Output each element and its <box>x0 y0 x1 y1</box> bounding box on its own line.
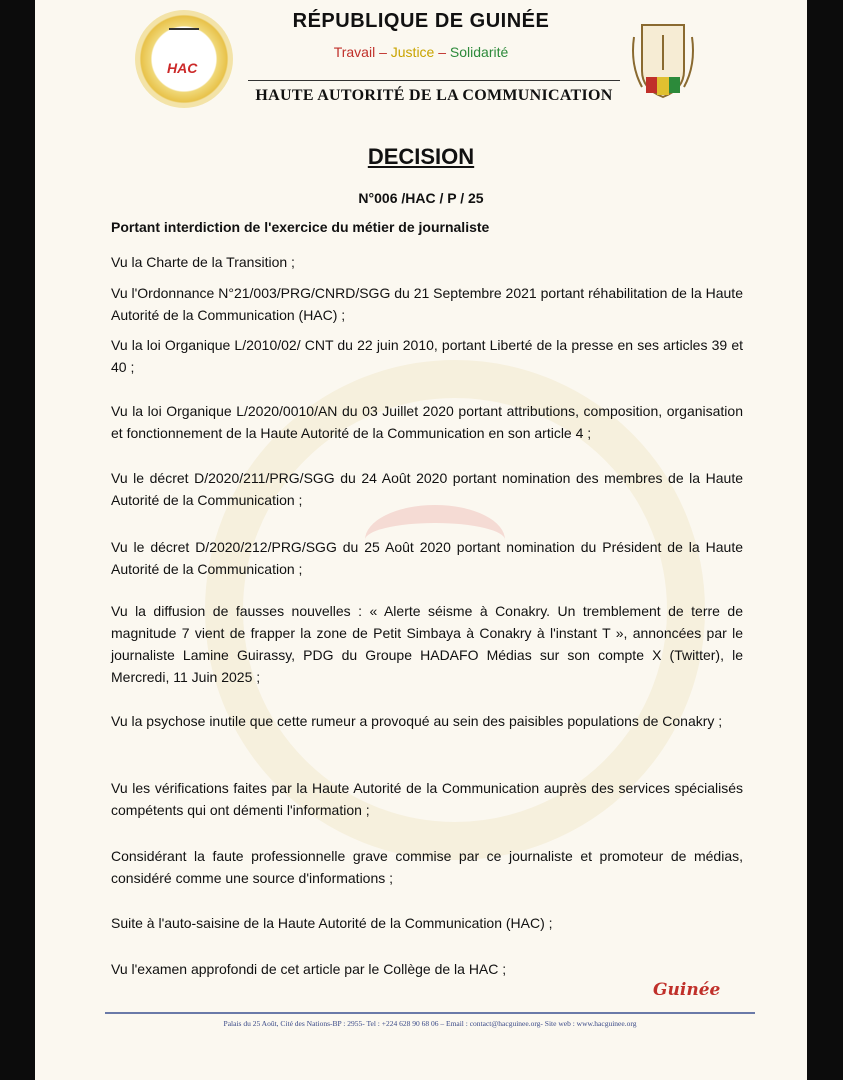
paragraph-decret-president: Vu le décret D/2020/212/PRG/SGG du 25 Août 2020 portant nomination du Président de la Haute Autorité de la Communication ; <box>111 539 743 577</box>
paragraph-loi-organique: Vu la loi Organique L/2020/0010/AN du 03 Juillet 2020 portant attributions, composition, organisation et fonctionnement de la Haute Autorité de la Communication en son article 4 ; <box>111 403 743 441</box>
paragraph-faute: Considérant la faute professionnelle grave commise par ce journaliste et promoteur de médias, considéré comme une source d'informations ; <box>111 848 743 886</box>
decision-title: DECISION <box>367 144 475 169</box>
footer-contact: Palais du 25 Août, Cité des Nations-BP : 2955- Tel : +224 628 90 68 06 – Email : contact@hacguinee.org- Site web : www.hacguinee.org <box>223 1019 637 1028</box>
guinee-signature-mark: Guinée <box>653 980 721 1000</box>
motto-separator: – <box>438 44 447 60</box>
paragraph-examen: Vu l'examen approfondi de cet article par le Collège de la HAC ; <box>111 961 507 977</box>
coat-of-arms-icon <box>628 15 698 107</box>
motto-word-justice: Justice <box>390 44 435 60</box>
paragraph-auto-saisine: Suite à l'auto-saisine de la Haute Autorité de la Communication (HAC) ; <box>111 915 553 931</box>
paragraph-charte: Vu la Charte de la Transition ; <box>111 254 295 270</box>
footer-rule <box>105 1012 755 1014</box>
decision-number: N°006 /HAC / P / 25 <box>358 190 484 206</box>
motto-word-travail: Travail <box>333 44 376 60</box>
paragraph-ordonnance: Vu l'Ordonnance N°21/003/PRG/CNRD/SGG du 21 Septembre 2021 portant réhabilitation de la Haute Autorité de la Communication (HAC) ; <box>111 285 743 323</box>
motto-separator: – <box>379 44 387 60</box>
paragraph-fausses-nouvelles: Vu la diffusion de fausses nouvelles : « Alerte séisme à Conakry. Un tremblement de terre de magnitude 7 vient de frapper la zone de Petit Simbaya à Conakry à l'instant T », annoncées par le journaliste Lamine Guirassy, PDG du Groupe HADAFO Médias sur son compte X (Twitter), le Mercredi, 11 Juin 2025 ; <box>111 603 743 685</box>
paragraph-verifications: Vu les vérifications faites par la Haute Autorité de la Communication auprès des services spécialisés compétents qui ont démenti l'information ; <box>111 780 743 818</box>
decision-subject: Portant interdiction de l'exercice du métier de journaliste <box>111 219 490 235</box>
paragraph-decret-membres: Vu le décret D/2020/211/PRG/SGG du 24 Août 2020 portant nomination des membres de la Haute Autorité de la Communication ; <box>111 470 743 508</box>
hac-logo-text: HAC <box>167 60 198 76</box>
authority-name: HAUTE AUTORITÉ DE LA COMMUNICATION <box>255 87 613 104</box>
country-name: RÉPUBLIQUE DE GUINÉE <box>292 10 550 32</box>
paragraph-psychose: Vu la psychose inutile que cette rumeur a provoqué au sein des paisibles populations de Conakry ; <box>111 713 723 729</box>
header-rule <box>248 80 620 81</box>
motto-word-solidarite: Solidarité <box>449 44 509 60</box>
paragraph-loi-presse: Vu la loi Organique L/2010/02/ CNT du 22 juin 2010, portant Liberté de la presse en ses articles 39 et 40 ; <box>111 337 743 375</box>
document-page <box>35 0 807 1080</box>
